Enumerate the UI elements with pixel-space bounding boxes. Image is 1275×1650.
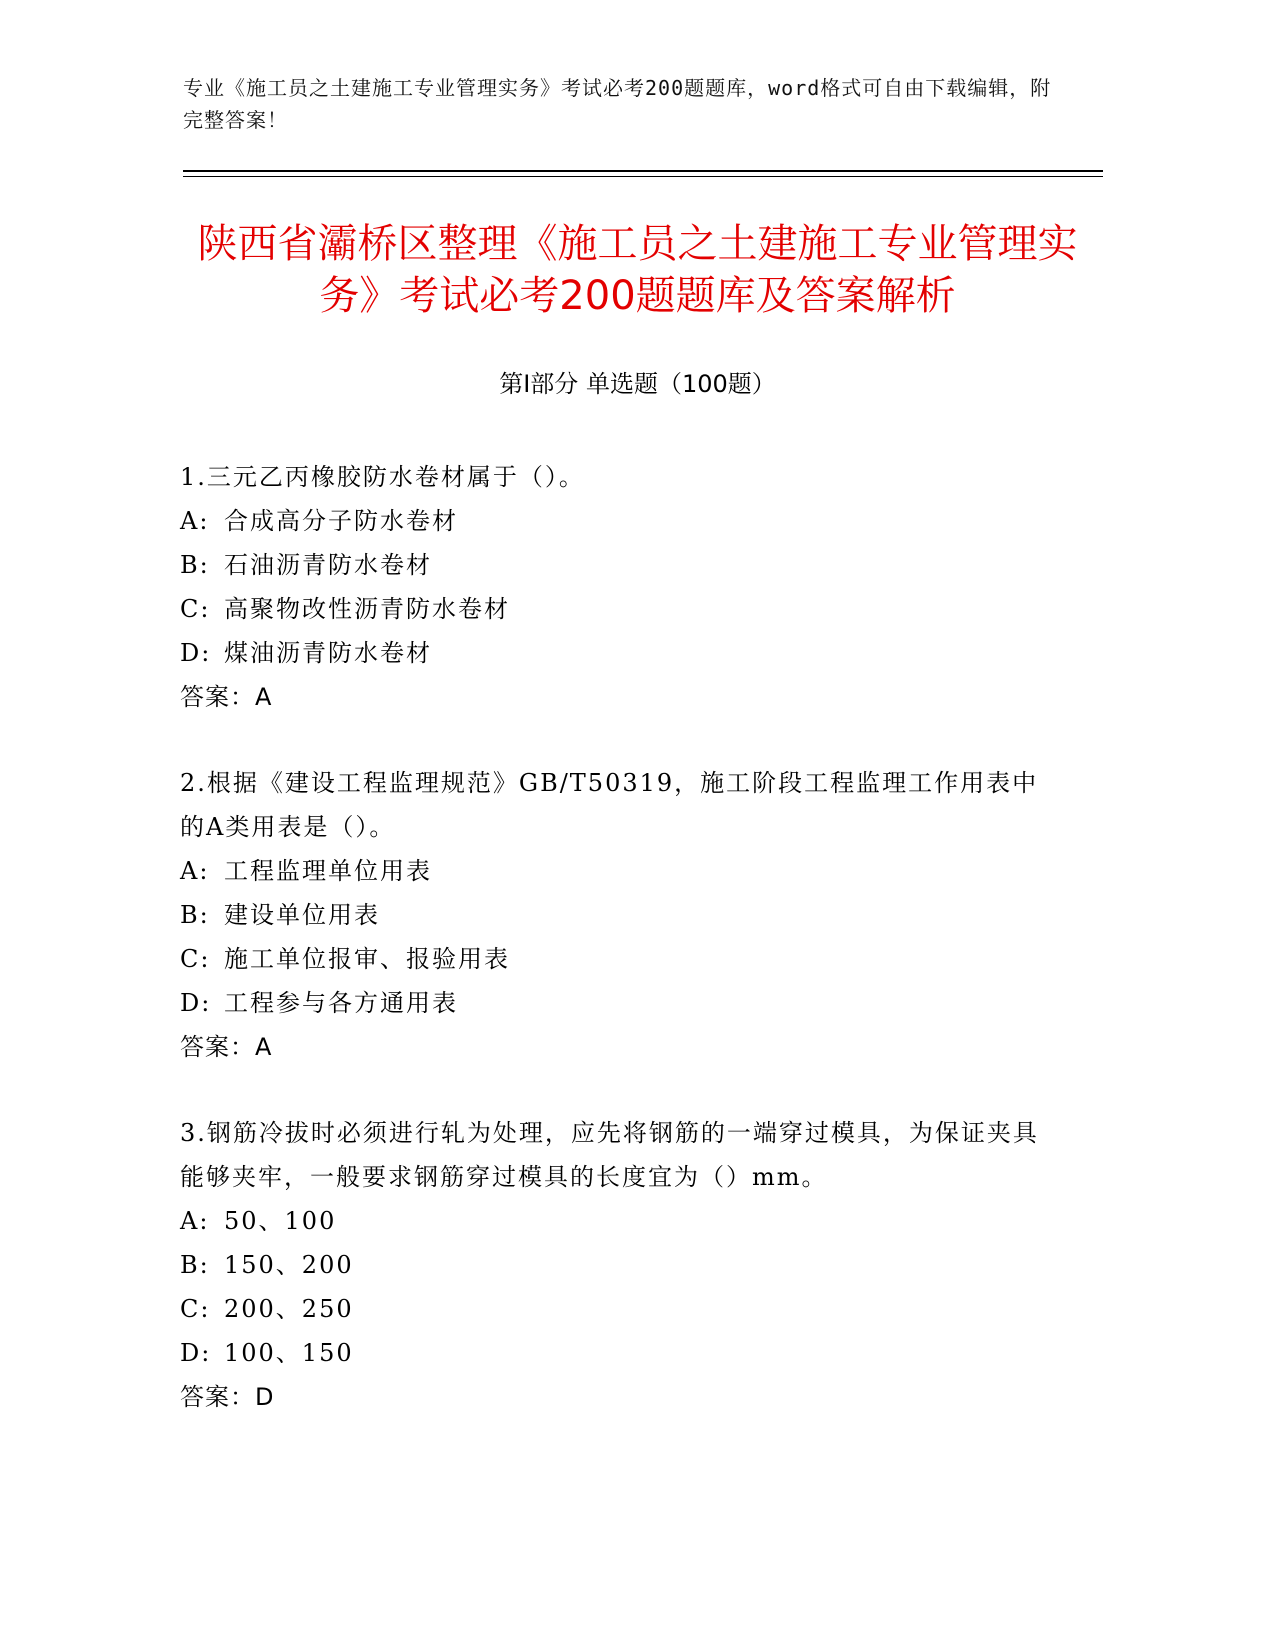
option-text: 50、100	[224, 1207, 337, 1235]
option-b	[180, 1243, 1040, 1287]
section-title: 第I部分 单选题（100题）	[499, 370, 776, 398]
option-letter: D:	[180, 1339, 212, 1367]
option-letter: A:	[180, 857, 210, 885]
option-text: 建设单位用表	[224, 901, 380, 929]
question-1	[180, 455, 1040, 719]
option-letter: C:	[180, 595, 211, 623]
question-stem: 1.三元乙丙橡胶防水卷材属于（）。	[180, 463, 585, 491]
option-d	[180, 1331, 1040, 1375]
option-letter: C:	[180, 945, 211, 973]
option-text: 150、200	[224, 1251, 354, 1279]
answer-line: 答案：A	[180, 1033, 273, 1061]
option-a	[180, 499, 1040, 543]
option-c	[180, 587, 1040, 631]
option-text: 100、150	[224, 1339, 354, 1367]
option-a	[180, 1199, 1040, 1243]
question-2	[180, 761, 1040, 1069]
option-b	[180, 893, 1040, 937]
option-c	[180, 1287, 1040, 1331]
answer-line: 答案：A	[180, 683, 273, 711]
option-text: 合成高分子防水卷材	[224, 507, 458, 535]
option-text: 煤油沥青防水卷材	[224, 639, 432, 667]
option-letter: C:	[180, 1295, 211, 1323]
option-d	[180, 631, 1040, 675]
header-divider-thin	[183, 176, 1103, 177]
option-text: 施工单位报审、报验用表	[224, 945, 510, 973]
document-title: 陕西省灞桥区整理《施工员之土建施工专业管理实务》考试必考200题题库及答案解析	[197, 221, 1078, 319]
option-letter: B:	[180, 1251, 210, 1279]
option-letter: A:	[180, 507, 210, 535]
option-c	[180, 937, 1040, 981]
option-a	[180, 849, 1040, 893]
option-letter: A:	[180, 1207, 210, 1235]
option-letter: D:	[180, 989, 212, 1017]
option-text: 200、250	[224, 1295, 354, 1323]
question-stem: 2.根据《建设工程监理规范》GB/T50319，施工阶段工程监理工作用表中的A类用表是（）。	[180, 769, 1039, 841]
question-stem: 3.钢筋冷拔时必须进行轧为处理，应先将钢筋的一端穿过模具，为保证夹具能够夹牢，一般要求钢筋穿过模具的长度宜为（）mm。	[180, 1119, 1039, 1191]
question-3	[180, 1111, 1040, 1419]
answer-line: 答案：D	[180, 1383, 275, 1411]
option-text: 工程监理单位用表	[224, 857, 432, 885]
option-text: 石油沥青防水卷材	[224, 551, 432, 579]
question-list	[180, 455, 1040, 1461]
option-b	[180, 543, 1040, 587]
option-text: 高聚物改性沥青防水卷材	[224, 595, 510, 623]
option-d	[180, 981, 1040, 1025]
option-letter: D:	[180, 639, 212, 667]
option-letter: B:	[180, 901, 210, 929]
option-text: 工程参与各方通用表	[224, 989, 458, 1017]
option-letter: B:	[180, 551, 210, 579]
header-divider-thick	[183, 170, 1103, 172]
header-note: 专业《施工员之土建施工专业管理实务》考试必考200题题库，word格式可自由下载编辑，附完整答案！	[183, 76, 1052, 132]
